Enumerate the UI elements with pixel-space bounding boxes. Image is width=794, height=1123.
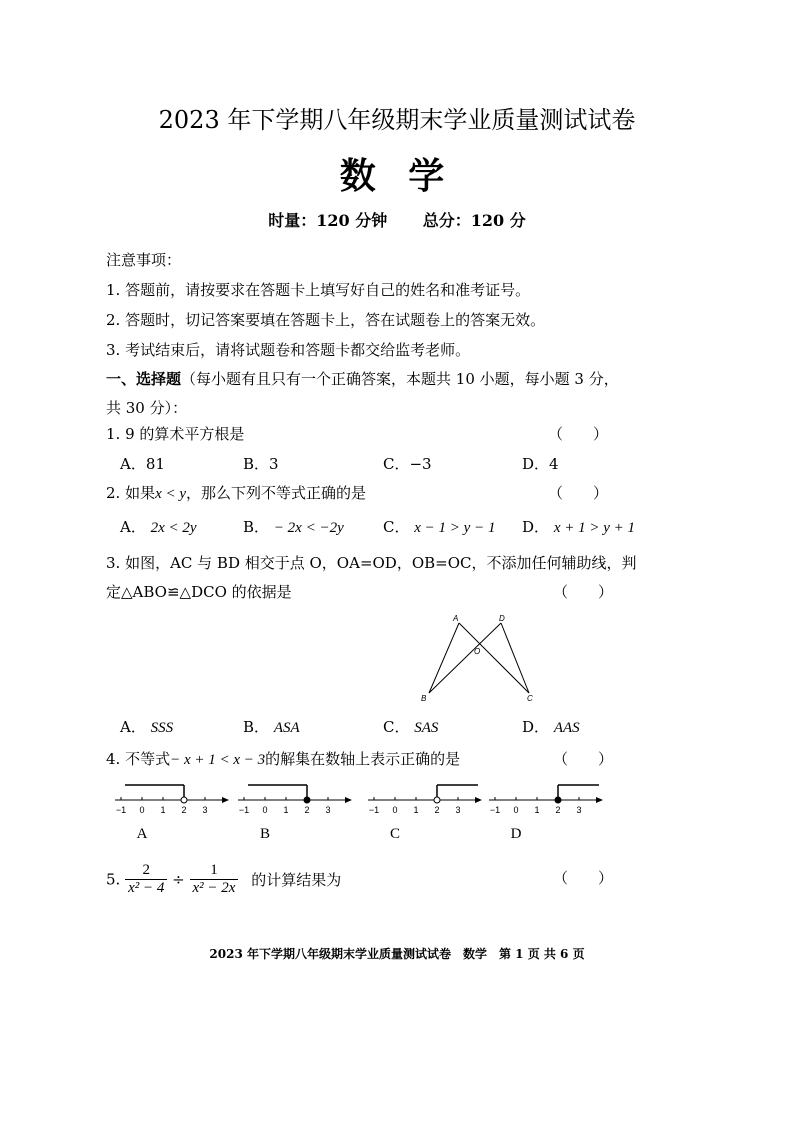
tick-label: 2 (555, 805, 561, 815)
axis-arrow (345, 797, 352, 803)
point-d-label: D (499, 614, 505, 623)
q1-answer-paren: （ ） (548, 425, 609, 443)
tick-label: 3 (325, 805, 331, 815)
note-item-3: 3. 考试结束后，请将试题卷和答题卡都交给监考老师。 (106, 341, 471, 359)
section-desc: （每小题有且只有一个正确答案，本题共 10 小题，每小题 3 分， (181, 370, 619, 388)
q3-option-c: C． SAS (383, 718, 439, 736)
time-limit: 时量：120 分钟 (268, 211, 388, 230)
tick-label: 1 (534, 805, 540, 815)
tick-label: 3 (455, 805, 461, 815)
q2-condition: x < y (155, 486, 187, 502)
exam-meta (0, 208, 794, 231)
tick-label: 0 (392, 805, 398, 815)
notes-heading: 注意事项： (106, 251, 182, 269)
q3-option-a: A． SSS (120, 718, 174, 736)
tick-label: 1 (160, 805, 166, 815)
tick-label: 2 (181, 805, 187, 815)
axis-arrow (222, 797, 229, 803)
q4-option-d-number-line (487, 780, 607, 846)
q1-option-c: C．−3 (383, 455, 432, 473)
note-item-1: 1. 答题前，请按要求在答题卡上填写好自己的姓名和准考证号。 (106, 281, 531, 299)
section-heading (106, 368, 619, 389)
axis-arrow (475, 797, 482, 803)
tick-label: 0 (139, 805, 145, 815)
endpoint-dot (434, 797, 440, 803)
tick-label: −1 (115, 805, 127, 815)
tick-label: 0 (262, 805, 268, 815)
total-score: 总分：120 分 (422, 211, 526, 230)
tick-label: 1 (283, 805, 289, 815)
segment-bd (429, 623, 501, 693)
tick-label: 2 (304, 805, 310, 815)
q2-option-b: B． − 2x < −2y (243, 518, 344, 536)
q4-stem: 4. 不等式− x + 1 < x − 3的解集在数轴上表示正确的是 (106, 750, 461, 768)
tick-label: 3 (576, 805, 582, 815)
tick-label: −1 (238, 805, 250, 815)
q1-stem: 1. 9 的算术平方根是 (106, 425, 245, 443)
q3-figure (415, 608, 545, 708)
q2-option-d: D． x + 1 > y + 1 (522, 518, 635, 536)
q1-option-b: B．3 (243, 455, 279, 473)
q4-option-a-number-line (113, 780, 233, 846)
tick-label: 0 (513, 805, 519, 815)
q1-option-d: D．4 (522, 455, 559, 473)
option-label: B (259, 826, 271, 842)
endpoint-dot (181, 797, 187, 803)
q4-answer-paren: （ ） (553, 750, 614, 768)
tick-label: 2 (434, 805, 440, 815)
subject-title: 数 学 (339, 155, 455, 197)
q3-stem-line2: 定△ABO≌△DCO 的依据是 (106, 583, 292, 601)
q2-stem: 2. 如果x < y，那么下列不等式正确的是 (106, 484, 367, 502)
q5-stem: 5. $\frac{2}{\text{x² − 4}}$ ÷ $\frac{1}{\text{x² − 2x}}$ 的计算结果为 (106, 862, 342, 896)
q5-fraction-2: $\frac{1}{\text{x² − 2x}}$ (190, 862, 239, 897)
q3-option-d: D． AAS (522, 718, 580, 736)
q1-option-a: A．81 (120, 455, 165, 473)
point-c-label: C (527, 694, 533, 703)
q5-fraction-1: $\frac{2}{\text{x² − 4}}$ (125, 862, 167, 897)
option-label: D (510, 826, 522, 842)
page-footer: 2023 年下学期八年级期末学业质量测试试卷 数学 第 1 页 共 6 页 (209, 947, 585, 961)
tick-label: −1 (368, 805, 380, 815)
tick-label: −1 (489, 805, 501, 815)
q2-option-c: C． x − 1 > y − 1 (383, 518, 496, 536)
q3-answer-paren: （ ） (553, 583, 614, 601)
option-label: C (389, 826, 401, 842)
tick-label: 1 (413, 805, 419, 815)
tick-label: 3 (202, 805, 208, 815)
q2-answer-paren: （ ） (548, 484, 609, 502)
q3-stem-line1: 3. 如图，AC 与 BD 相交于点 O，OA=OD，OB=OC，不添加任何辅助线，判 (106, 554, 637, 572)
axis-arrow (596, 797, 603, 803)
endpoint-dot (555, 797, 561, 803)
q4-option-c-number-line (366, 780, 486, 846)
point-a-label: A (453, 614, 459, 623)
q4-inequality: − x + 1 < x − 3 (170, 752, 266, 768)
exam-title: 2023 年下学期八年级期末学业质量测试试卷 (158, 106, 636, 134)
q3-option-b: B． ASA (243, 718, 300, 736)
section-desc-cont: 共 30 分）： (106, 399, 188, 417)
segment-ab (429, 623, 459, 693)
q2-option-a: A． 2x < 2y (120, 518, 197, 536)
endpoint-dot (304, 797, 310, 803)
segment-dc (501, 623, 529, 693)
point-b-label: B (421, 694, 427, 703)
option-label: A (136, 826, 148, 842)
point-o-label: O (474, 647, 481, 656)
q5-answer-paren: （ ） (553, 869, 614, 887)
section-label: 一、选择题 (106, 370, 182, 388)
note-item-2: 2. 答题时，切记答案要填在答题卡上，答在试题卷上的答案无效。 (106, 311, 546, 329)
segment-ac (459, 623, 529, 693)
q4-option-b-number-line (236, 780, 356, 846)
